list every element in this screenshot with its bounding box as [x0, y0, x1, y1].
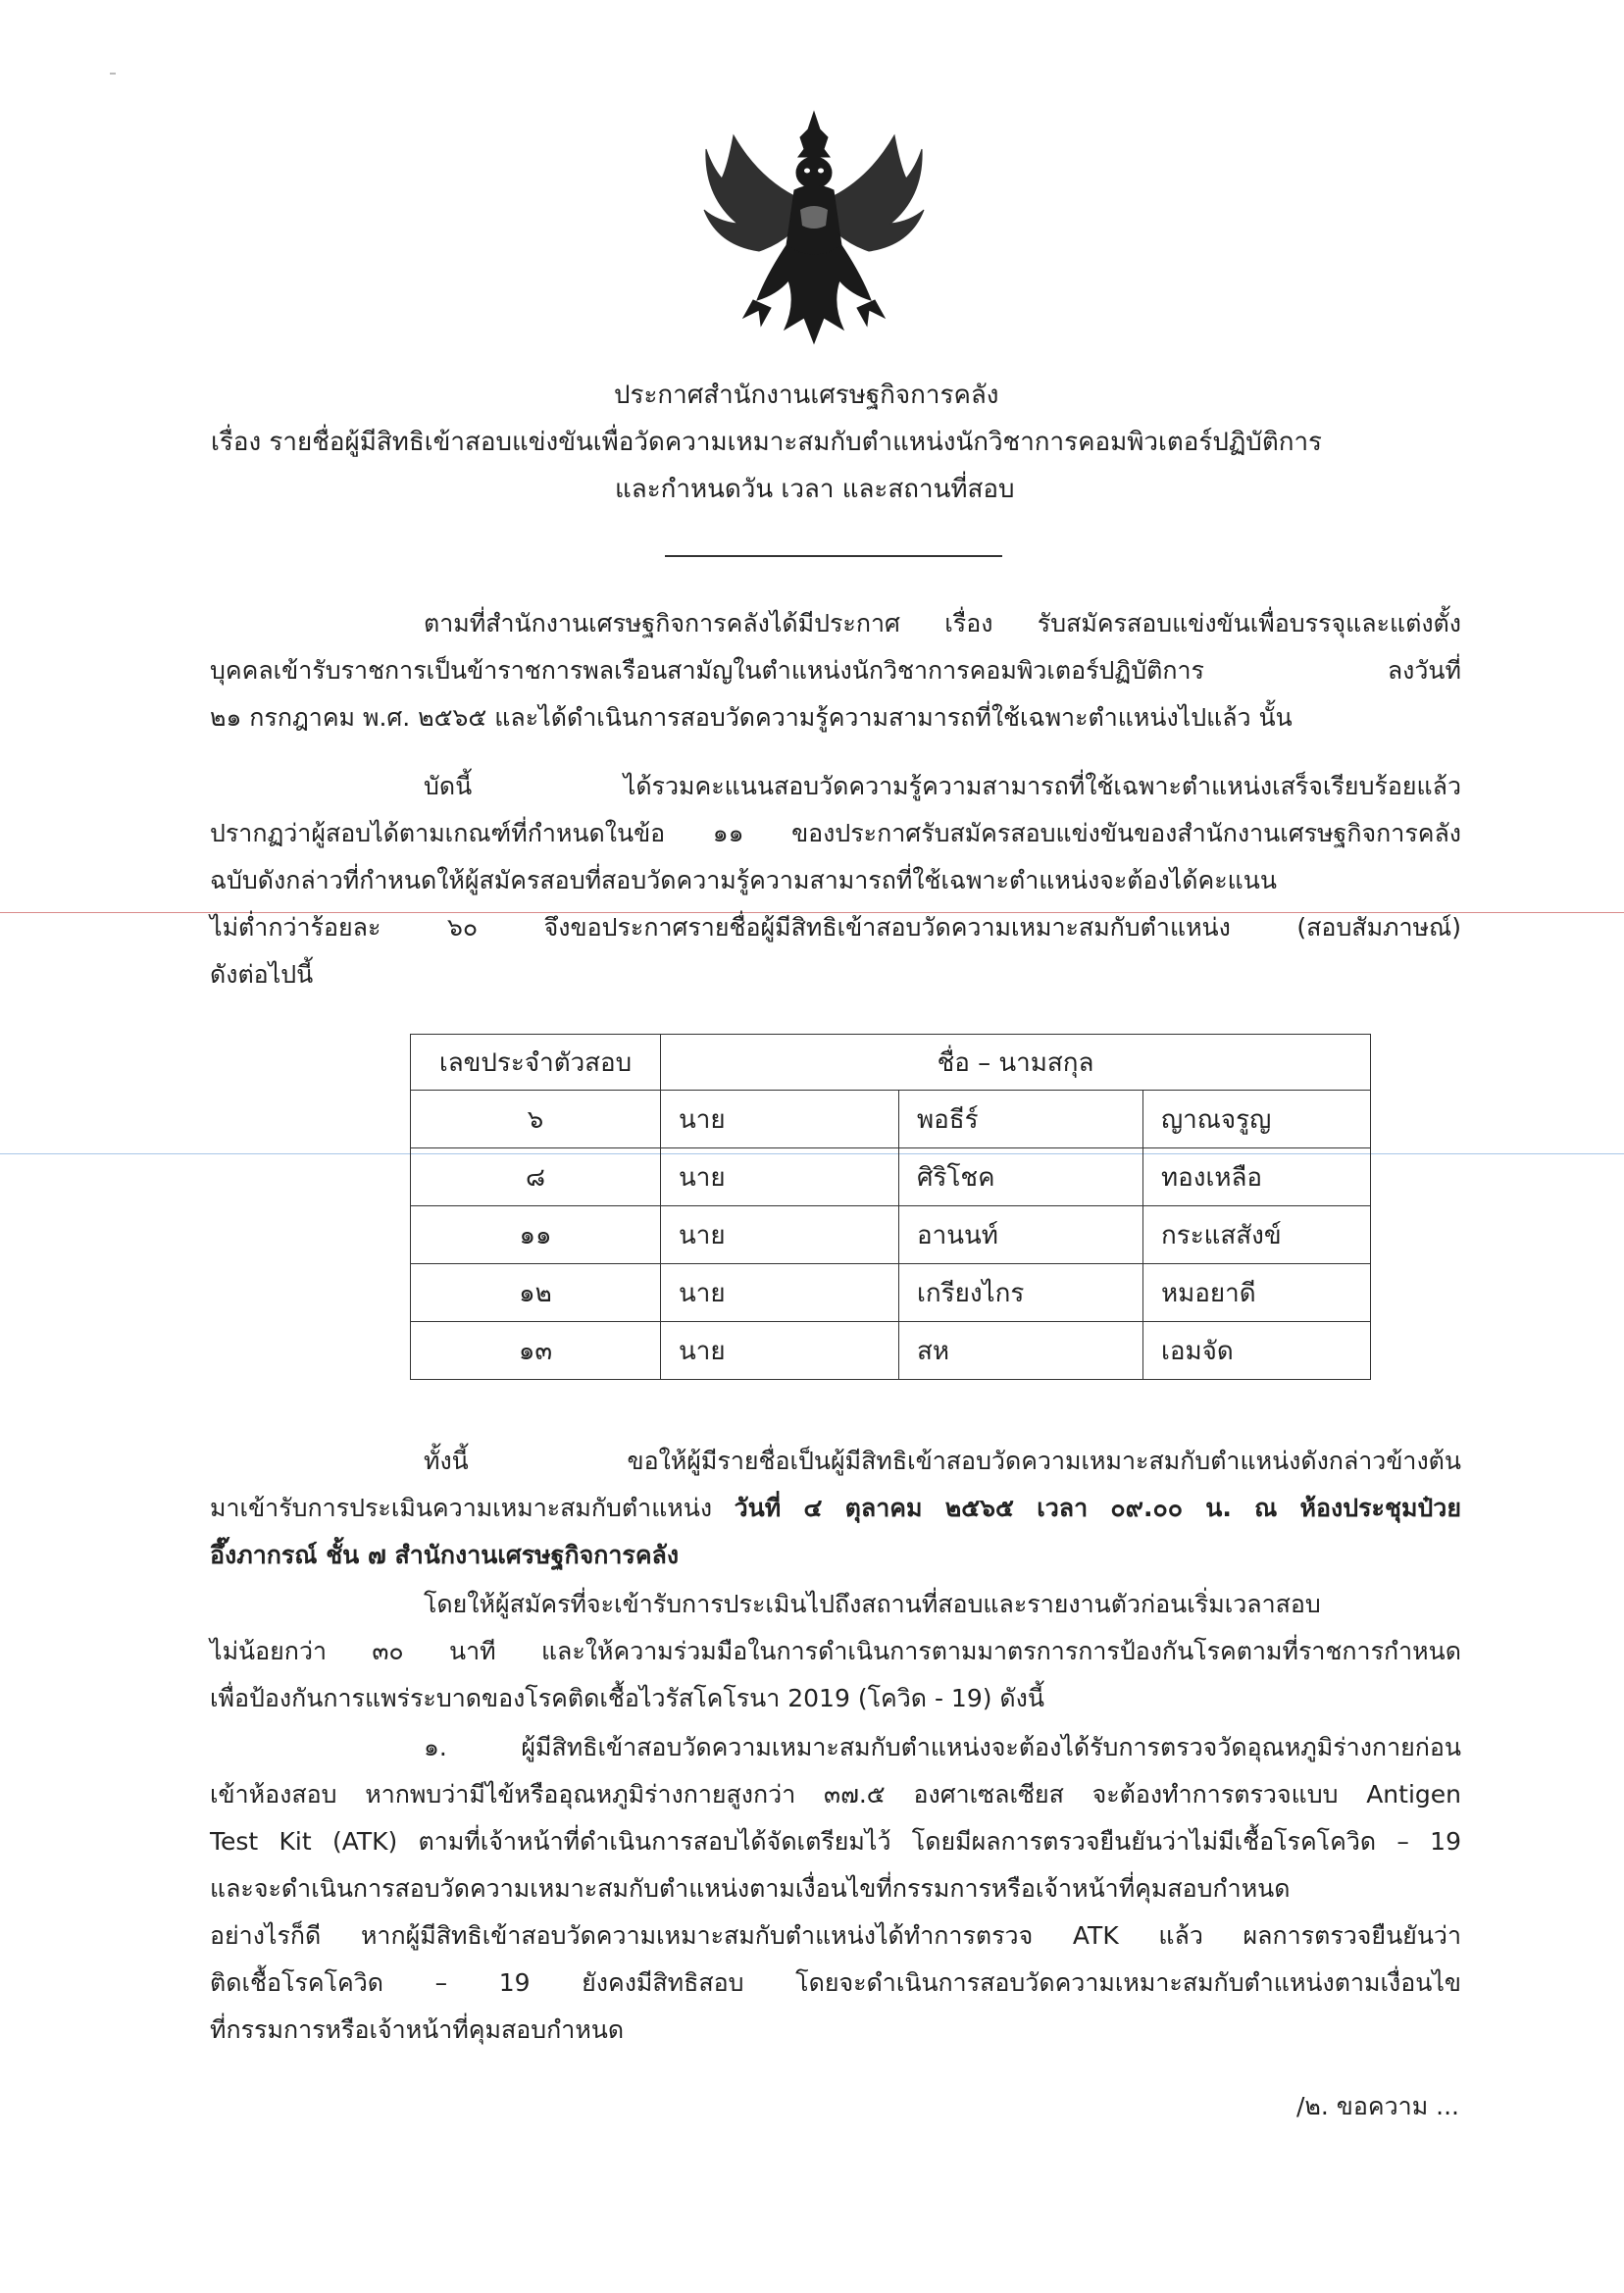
paragraph-line: อย่างไรก็ดี หากผู้มีสิทธิเข้าสอบวัดความเหมาะสมกับตำแหน่งได้ทำการตรวจ ATK แล้ว ผลการตรวจยืนยันว่า — [210, 1921, 1461, 1950]
cell-title: นาย — [661, 1206, 899, 1264]
cell-exam-id: ๑๑ — [411, 1206, 661, 1264]
candidate-table — [410, 1034, 1371, 1380]
cell-last-name: ญาณจรูญ — [1143, 1091, 1371, 1148]
cell-last-name: กระแสสังข์ — [1143, 1206, 1371, 1264]
cell-first-name: อานนท์ — [899, 1206, 1143, 1264]
header-full-name: ชื่อ – นามสกุล — [661, 1035, 1371, 1091]
table-row — [411, 1148, 1371, 1206]
paragraph-line: ดังต่อไปนี้ — [210, 960, 314, 989]
paragraph-line: บัดนี้ ได้รวมคะแนนสอบวัดความรู้ความสามารถที่ใช้เฉพาะตำแหน่งเสร็จเรียบร้อยแล้ว — [424, 772, 1461, 800]
scan-speck — [110, 73, 116, 75]
cell-first-name: พอธีร์ — [899, 1091, 1143, 1148]
paragraph-2 — [210, 763, 1461, 998]
paragraph-line: ทั้งนี้ ขอให้ผู้มีรายชื่อเป็นผู้มีสิทธิเข้าสอบวัดความเหมาะสมกับตำแหน่งดังกล่าวข้างต้น — [424, 1447, 1461, 1475]
paragraph-4 — [210, 1581, 1461, 1722]
cell-last-name: หมอยาดี — [1143, 1264, 1371, 1322]
schedule-date-location: วันที่ ๔ ตุลาคม ๒๕๖๕ เวลา ๐๙.๐๐ น. ณ ห้องประชุมป๋วย — [734, 1494, 1461, 1522]
paragraph-line: ไม่ต่ำกว่าร้อยละ ๖๐ จึงขอประกาศรายชื่อผู้มีสิทธิเข้าสอบวัดความเหมาะสมกับตำแหน่ง (สอบสัมภาษณ์) — [210, 913, 1461, 942]
cell-title: นาย — [661, 1322, 899, 1380]
paragraph-5 — [210, 1724, 1461, 2054]
garuda-emblem-icon — [698, 108, 930, 349]
cell-first-name: สห — [899, 1322, 1143, 1380]
cell-last-name: ทองเหลือ — [1143, 1148, 1371, 1206]
cell-exam-id: ๑๓ — [411, 1322, 661, 1380]
cell-exam-id: ๘ — [411, 1148, 661, 1206]
cell-first-name: เกรียงไกร — [899, 1264, 1143, 1322]
paragraph-line: และจะดำเนินการสอบวัดความเหมาะสมกับตำแหน่งตามเงื่อนไขที่กรรมการหรือเจ้าหน้าที่คุมสอบกำหนด — [210, 1874, 1291, 1903]
paragraph-line: ไม่น้อยกว่า ๓๐ นาที และให้ความร่วมมือในการดำเนินการตามมาตรการการป้องกันโรคตามที่ราชการกำหนด — [210, 1637, 1461, 1665]
paragraph-line — [210, 1485, 1461, 1532]
cell-exam-id: ๑๒ — [411, 1264, 661, 1322]
cell-exam-id: ๖ — [411, 1091, 661, 1148]
table-row — [411, 1091, 1371, 1148]
cell-title: นาย — [661, 1091, 899, 1148]
title-divider — [665, 555, 1002, 557]
schedule-location-cont: อึ๊งภากรณ์ ชั้น ๗ สำนักงานเศรษฐกิจการคลัง — [210, 1541, 680, 1569]
announcement-title: ประกาศสำนักงานเศรษฐกิจการคลัง — [614, 381, 999, 410]
paragraph-line: บุคคลเข้ารับราชการเป็นข้าราชการพลเรือนสามัญในตำแหน่งนักวิชาการคอมพิวเตอร์ปฏิบัติการ ลงวันที่ — [210, 656, 1461, 685]
paragraph-1 — [210, 600, 1461, 741]
paragraph-line: ตามที่สำนักงานเศรษฐกิจการคลังได้มีประกาศ เรื่อง รับสมัครสอบแข่งขันเพื่อบรรจุและแต่งตั้ง — [424, 609, 1461, 637]
paragraph-line: ที่กรรมการหรือเจ้าหน้าที่คุมสอบกำหนด — [210, 2015, 625, 2044]
announcement-subject-cont: และกำหนดวัน เวลา และสถานที่สอบ — [615, 475, 1015, 504]
paragraph-line: ๒๑ กรกฎาคม พ.ศ. ๒๕๖๕ และได้ดำเนินการสอบวัดความรู้ความสามารถที่ใช้เฉพาะตำแหน่งไปแล้ว นั้น — [210, 703, 1293, 732]
cell-title: นาย — [661, 1264, 899, 1322]
cell-title: นาย — [661, 1148, 899, 1206]
table-row — [411, 1322, 1371, 1380]
paragraph-line: ปรากฏว่าผู้สอบได้ตามเกณฑ์ที่กำหนดในข้อ ๑๑ ของประกาศรับสมัครสอบแข่งขันของสำนักงานเศรษฐกิจการคลัง — [210, 819, 1461, 847]
schedule-lead-text: มาเข้ารับการประเมินความเหมาะสมกับตำแหน่ง — [210, 1494, 735, 1522]
table-row — [411, 1206, 1371, 1264]
cell-last-name: เอมจัด — [1143, 1322, 1371, 1380]
cell-first-name: ศิริโชค — [899, 1148, 1143, 1206]
paragraph-line: ๑. ผู้มีสิทธิเข้าสอบวัดความเหมาะสมกับตำแหน่งจะต้องได้รับการตรวจวัดอุณหภูมิร่างกายก่อน — [424, 1733, 1461, 1761]
paragraph-line: เข้าห้องสอบ หากพบว่ามีไข้หรืออุณหภูมิร่างกายสูงกว่า ๓๗.๕ องศาเซลเซียส จะต้องทำการตรวจแบบ Antigen — [210, 1780, 1461, 1809]
page-continuation: /๒. ขอความ ... — [1296, 2092, 1459, 2120]
header-exam-id: เลขประจำตัวสอบ — [411, 1035, 661, 1091]
paragraph-line: Test Kit (ATK) ตามที่เจ้าหน้าที่ดำเนินการสอบได้จัดเตรียมไว้ โดยมีผลการตรวจยืนยันว่าไม่มีเชื้อโรคโควิด – 19 — [210, 1827, 1461, 1856]
paragraph-3 — [210, 1438, 1461, 1579]
table-header-row — [411, 1035, 1371, 1091]
paragraph-line: ฉบับดังกล่าวที่กำหนดให้ผู้สมัครสอบที่สอบวัดความรู้ความสามารถที่ใช้เฉพาะตำแหน่งจะต้องได้คะแนน — [210, 866, 1277, 894]
paragraph-line: ติดเชื้อโรคโควิด – 19 ยังคงมีสิทธิสอบ โดยจะดำเนินการสอบวัดความเหมาะสมกับตำแหน่งตามเงื่อนไข — [210, 1968, 1461, 1997]
announcement-subject: เรื่อง รายชื่อผู้มีสิทธิเข้าสอบแข่งขันเพื่อวัดความเหมาะสมกับตำแหน่งนักวิชาการคอมพิวเตอร์ปฏิบัติการ — [211, 428, 1323, 457]
paragraph-line: โดยให้ผู้สมัครที่จะเข้ารับการประเมินไปถึงสถานที่สอบและรายงานตัวก่อนเริ่มเวลาสอบ — [424, 1590, 1321, 1618]
table-row — [411, 1264, 1371, 1322]
paragraph-line: เพื่อป้องกันการแพร่ระบาดของโรคติดเชื้อไวรัสโคโรนา 2019 (โควิด - 19) ดังนี้ — [210, 1684, 1044, 1712]
